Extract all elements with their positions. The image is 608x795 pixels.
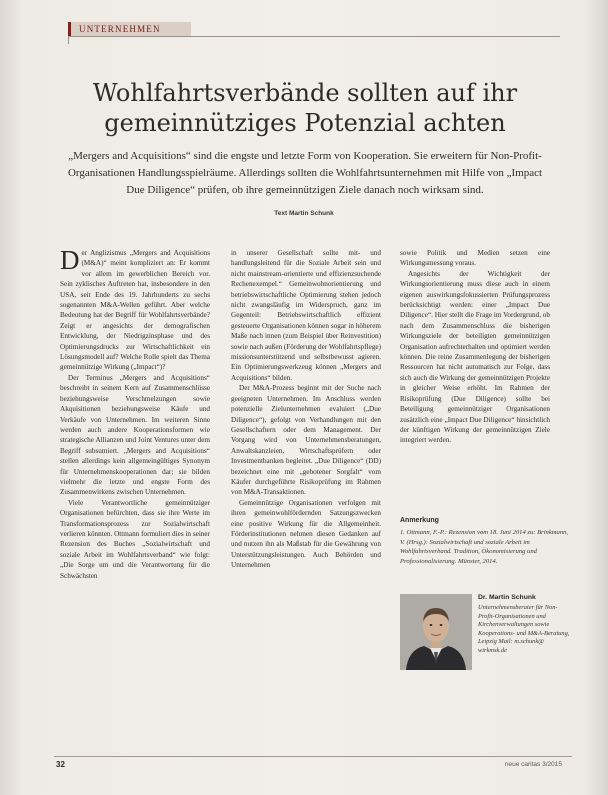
author-name: Dr. Martin Schunk [478, 594, 536, 601]
title-line-1: Wohlfahrtsverbände sollten auf ihr [92, 79, 518, 107]
paragraph: sowie Politik und Medien setzen eine Wirkungsmessung voraus. [400, 249, 550, 268]
text-column-3 [400, 248, 550, 446]
section-label: UNTERNEHMEN [68, 22, 191, 36]
header-rule [68, 36, 560, 37]
author-photo [400, 594, 472, 670]
byline: Text Martin Schunk [274, 210, 334, 217]
paragraph: in unserer Gesellschaft sollte mit- und handlungsleitend für die Soziale Arbeit sein und nicht mainstream-orientierte und effizienzsuchende Rechenexempel.“ Gemeinwohnorientierung und betriebswirtschaftliche Optimierung stehen jedoch nicht zwangsläufig im Widerspruch, ganz im Gegenteil: Betriebswirtschaftlich effizient gesteuerte Organisationen können sogar in höherem Maße nach innen (zum Beispiel über Reinvestition) sowie nach außen (Förderung der Wohlfahrtspflege) missionsunterstützend und selbstbewusst agieren. Ein Optimierungswerkzeug können „Mergers and Acquisitions“ bilden. [231, 249, 381, 382]
author-bio: Unternehmensberater für Non-Profit-Organisationen und Kirchenverwaltungen sowie Kooperations- und M&A-Beratung, Leipzig Mail: m.schunk@ wirkmsk.de [478, 604, 570, 654]
magazine-issue: neue caritas 3/2015 [504, 761, 562, 768]
author-portrait-icon [400, 594, 472, 670]
footer-rule [54, 756, 572, 757]
text-column-1 [60, 245, 210, 581]
page-number: 32 [56, 760, 65, 769]
article-title [60, 78, 550, 138]
paragraph: Angesichts der Wichtigkeit der Wirkungsorientierung muss diese auch in einem eigenen auswirkungsfokussierten Prüfungsprozess berücksichtigt werden: einer „Impact Due Diligence“. Hier stellt die Frage im Vordergrund, ob nach dem Zusammenschluss die bisherigen Wirkungsziele der beteiligten gemeinnützigen Organisation aufrechterhalten und optimiert werden können. Die reine Zusammenlegung der bisherigen Ressourcen hat nicht automatisch zur Folge, dass sich auch die Wirkung der gemeinnützigen Projekte in gleicher Weise erhöht. Im Rahmen der Risikoprüfung (Due Diligence) sollte bei Beteiligung gemeinnütziger Organisationen zusätzlich eine „Impact Due Diligence“ hinsichtlich der künftigen Wirkung der gemeinnützigen Ziele integriert werden. [400, 269, 550, 445]
footnote-heading: Anmerkung [400, 517, 439, 524]
paragraph: Viele Verantwortliche gemeinnütziger Organisationen befürchten, dass sie ihre Werte im Transformationsprozess zur Sozialwirtschaft verlieren könnten. Ottmann formuliert dies in seiner Rezension des Buches „Sozialwirtschaft und soziale Arbeit im Wohlfahrtsverband“ wie folgt: „Die Sorge um und die Verantwortung für die Schwächsten [60, 498, 210, 580]
paragraph: Der M&A-Prozess beginnt mit der Suche nach geeigneten Unternehmen. Im Anschluss werden potenzielle Zielunternehmen evaluiert („Due Diligence“), gefolgt von Verhandlungen mit den Gesellschaftern oder dem Management. Der Vorgang wird von Unternehmensberatungen, Anwaltskanzleien, Wirtschaftsprüfern oder Investmentbanken begleitet. „Due Diligence“ (DD) bezeichnet eine mit „gebotener Sorgfalt“ vom Käufer durchgeführte Risikoprüfung im Rahmen von M&A-Transaktionen. [231, 384, 381, 497]
text-column-2 [231, 248, 381, 571]
paragraph: Der Terminus „Mergers and Acquisitions“ beschreibt in seinem Kern auf Zusammenschlüsse beziehungsweise Verschmelzungen sowie Akquisitionen beziehungsweise Käufe und Verkäufe von Unternehmen. Im weiteren Sinne werden auch andere Kooperationsformen wie strategische Allianzen und Joint Ventures unter dem Begriff subsumiert. „Mergers and Acquisitions“ stellen allerdings kein allgemeingültiges Synonym für Unternehmenskooperationen dar; sie bilden vielmehr die letzte und engste Form des Zusammenwirkens zwischen Unternehmen. [60, 373, 210, 497]
header-tick [68, 36, 69, 44]
drop-cap: D [60, 245, 80, 275]
article-lead: „Mergers and Acquisitions“ sind die engste und letzte Form von Kooperation. Sie erweitern für Non-Profit-Organisationen Handlungsspielräume. Allerdings sollten die Wohlfahrtsunternehmen mit Hilfe von „Impact Due Diligence“ prüfen, ob ihre gemeinnützigen Ziele danach noch wirksam sind. [67, 150, 543, 196]
paragraph: Der Anglizismus „Mergers and Acquisitions (M&A)“ meint kompliziert an: Er kommt vor allem im gewerblichen Bereich vor. Sein zyklisches Auftreten hat, insbesondere in den USA, seit Ende des 19. Jahrhunderts zu sechs sogenannten M&A-Wellen geführt. Aber welche Bedeutung hat der Begriff für Wohlfahrtsverbände? Zeigt er angesichts der demografischen Entwicklung, der Niedrigzinsphase und des Optimierungsdrucks zur Wirtschaftlichkeit ein Lösungsmodell auf? Welche Rolle spielt das Thema gemeinnützige Wirkung („Impact“)? [60, 245, 210, 372]
title-line-2: gemeinnütziges Potenzial achten [104, 109, 506, 137]
paragraph: Gemeinnützige Organisationen verfolgen mit ihren gemeinwohlfördernden Satzungszwecken eine positive Wirkung für die Allgemeinheit. Förderinstitutionen nehmen diesen Gedanken auf und nutzen ihn als Maßstab für die Gewährung von Unterstützungsleistungen. Auch Behörden und Unternehmen [231, 498, 381, 570]
footnote-text: 1. Ottmann, F.-P.: Rezension vom 18. Juni 2014 zu: Brinkmann, V. (Hrsg.): Sozialwirtschaft und soziale Arbeit im Wohlfahrtsverband. Tradition, Ökonomisierung und Professionalisierung. Münster, 2014. [400, 529, 569, 565]
